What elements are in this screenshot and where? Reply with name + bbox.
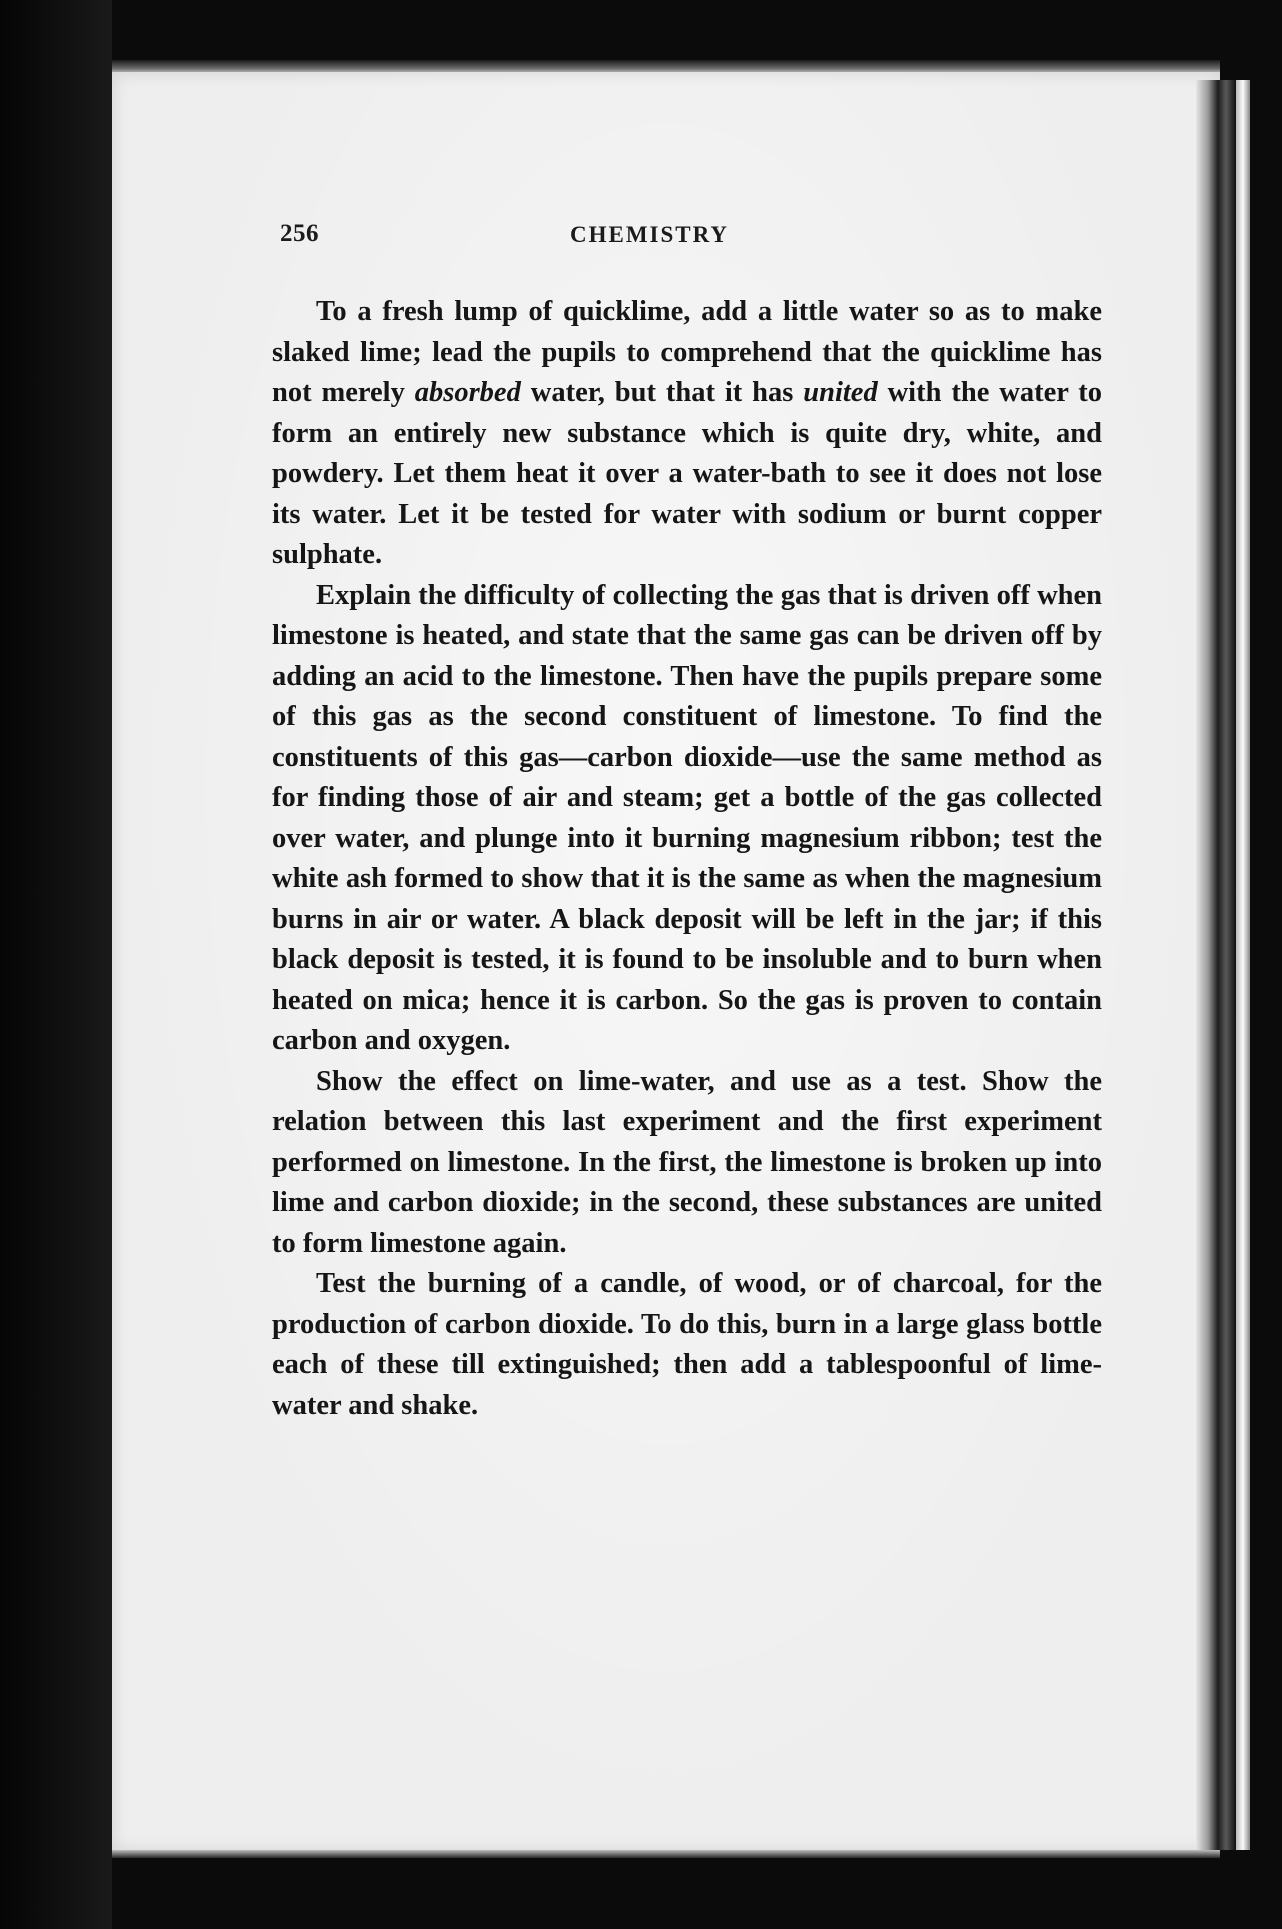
- paragraph-text: with the water to form an entirely new substance which is quite dry, white, and powdery. Let them heat it over a water-bath to see it does not lose its water. Let it be tested for water with sodium or burnt copper sulphate.: [272, 377, 1102, 570]
- emphasized-text: united: [803, 377, 878, 408]
- paragraph-text: Explain the difficulty of collecting the gas that is driven off when limestone is heated, and state that the same gas can be driven off by adding an acid to the limestone. Then have the pupils prepare some of this gas as the second constituent of limestone. To find the constituents of this gas—carbon dioxide—use the same method as for finding those of air and steam; get a bottle of the gas collected over water, and plunge into it burning magnesium ribbon; test the white ash formed to show that it is the same as when the magnesium burns in air or water. A black deposit will be left in the jar; if this black deposit is tested, it is found to be insoluble and to burn when heated on mica; hence it is carbon. So the gas is proven to contain carbon and oxygen.: [272, 579, 1102, 1056]
- page-bottom-edge: [112, 1850, 1220, 1858]
- running-title: CHEMISTRY: [570, 222, 730, 247]
- paragraph-text: Show the effect on lime-water, and use as a test. Show the relation between this last experiment and the first experiment performed on limestone. In the first, the limestone is broken up into lime and carbon dioxide; in the second, these substances are united to form limestone again.: [272, 1065, 1102, 1259]
- book-spine: [1196, 80, 1236, 1850]
- paragraph-text: Test the burning of a candle, of wood, or of charcoal, for the production of carbon dioxide. To do this, burn in a large glass bottle each of these till extinguished; then add a tablespoonful of lime-water and shake.: [272, 1268, 1102, 1421]
- paragraph-text: water, but that it has: [520, 377, 804, 408]
- body-text: [272, 292, 1102, 1426]
- paragraph-2: [272, 576, 1102, 1062]
- paragraph-3: [272, 1062, 1102, 1265]
- paragraph-4: [272, 1264, 1102, 1426]
- book-spine-edge: [1236, 80, 1250, 1850]
- emphasized-text: absorbed: [414, 377, 521, 408]
- scan-background-left: [0, 0, 112, 1929]
- running-head: [280, 220, 1100, 260]
- paragraph-1: [272, 292, 1102, 576]
- page-number: 256: [280, 220, 319, 247]
- paragraph-text: To a fresh lump of quicklime, add a little water so as to make slaked lime; lead the pupils to comprehend that the quicklime has not merely: [272, 296, 1102, 408]
